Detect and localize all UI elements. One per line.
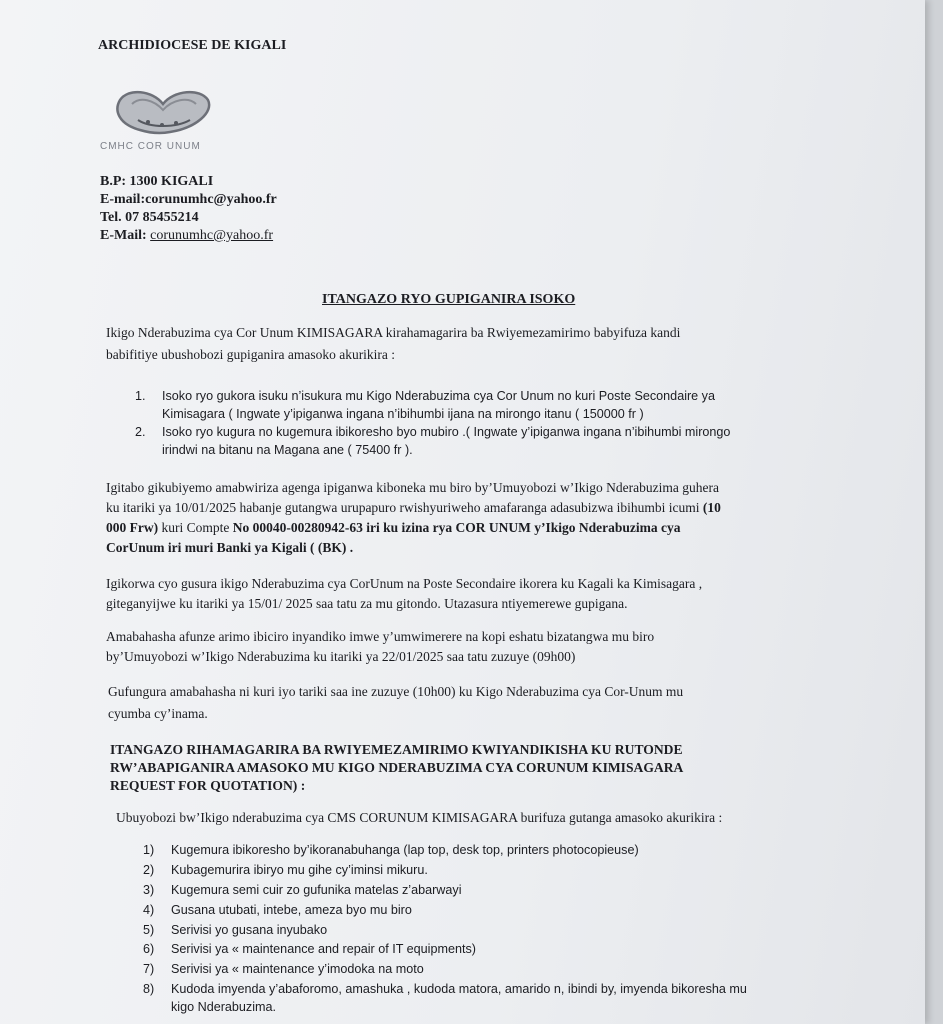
service-7-number: 7) bbox=[143, 962, 155, 976]
para4-line-1: Gufungura amabahasha ni kuri iyo tariki saa ine zuzuye (10h00) ku Kigo Nderabuzima cya Cor-Unum mu bbox=[108, 684, 684, 699]
para1-line-2-bold: (10 bbox=[702, 500, 721, 515]
para1-line-2 bbox=[106, 498, 721, 517]
section-heading-line-2: RW’ABAPIGANIRA AMASOKO MU KIGO NDERABUZIMA CYA CORUNUM KIMISAGARA bbox=[110, 760, 684, 775]
para1-line-2-text: ku itariki ya 10/01/2025 habanje gutangwa urupapuro rwishyuriweho amafaranga adasubizwa ibihumbi icumi bbox=[106, 500, 703, 515]
para1-amount: 000 Frw) bbox=[106, 520, 159, 535]
service-8-continuation: kigo Nderabuzima. bbox=[171, 1000, 276, 1014]
service-1-number: 1) bbox=[143, 843, 155, 857]
intro-line-1: Ikigo Nderabuzima cya Cor Unum KIMISAGARA kirahamagarira ba Rwiyemezamirimo babyifuza kandi bbox=[106, 325, 681, 340]
para3-line-2: by’Umuyobozi w’Ikigo Nderabuzima ku itariki ya 22/01/2025 saa tatu zuzuye (09h00) bbox=[106, 649, 576, 664]
service-4-text: Gusana utubati, intebe, ameza byo mu biro bbox=[171, 903, 412, 917]
email-line-1: E-mail:corunumhc@yahoo.fr bbox=[100, 192, 277, 207]
service-3-text: Kugemura semi cuir zo gufunika matelas z’abarwayi bbox=[171, 883, 462, 897]
service-5-number: 5) bbox=[143, 923, 155, 937]
service-8-text: Kudoda imyenda y’abaforomo, amashuka , kudoda matora, amarido n, ibindi by, imyenda bikoresha mu bbox=[171, 982, 747, 996]
tender-item-1-number: 1. bbox=[135, 389, 146, 403]
tender-item-1-line-2: Kimisagara ( Ingwate y’ipiganwa ingana n’ibihumbi ijana na mirongo itanu ( 150000 fr ) bbox=[162, 407, 644, 421]
service-4-number: 4) bbox=[143, 903, 155, 917]
service-2-text: Kubagemurira ibiryo mu gihe cy’iminsi mikuru. bbox=[171, 863, 428, 877]
service-1-text: Kugemura ibikoresho by’ikoranabuhanga (lap top, desk top, printers photocopieuse) bbox=[171, 843, 639, 857]
logo-seal-icon bbox=[110, 86, 216, 136]
service-5-text: Serivisi yo gusana inyubako bbox=[171, 923, 328, 937]
service-7-text: Serivisi ya « maintenance y’imodoka na moto bbox=[171, 962, 424, 976]
section-heading-line-3: REQUEST FOR QUOTATION) : bbox=[110, 778, 306, 793]
service-6-number: 6) bbox=[143, 942, 155, 956]
stamp-text: CMHC COR UNUM bbox=[100, 141, 201, 149]
para1-account: No 00040-00280942-63 iri ku izina rya COR UNUM y’Ikigo Nderabuzima cya bbox=[232, 520, 681, 535]
service-3-number: 3) bbox=[143, 883, 155, 897]
para3-line-1: Amabahasha afunze arimo ibiciro inyandiko imwe y’umwimerere na kopi eshatu bizatangwa mu biro bbox=[106, 629, 655, 644]
po-box: B.P: 1300 KIGALI bbox=[100, 174, 214, 189]
tender-item-2-line-1: Isoko ryo kugura no kugemura ibikoresho byo mubiro .( Ingwate y’ipiganwa ingana n’ibihumbi mirongo bbox=[162, 425, 731, 439]
email-link[interactable]: corunumhc@yahoo.fr bbox=[150, 228, 274, 243]
section-heading-line-1: ITANGAZO RIHAMAGARIRA BA RWIYEMEZAMIRIMO KWIYANDIKISHA KU RUTONDE bbox=[110, 742, 683, 757]
tender-item-1-line-1: Isoko ryo gukora isuku n’isukura mu Kigo Nderabuzima cya Cor Unum no kuri Poste Secondaire ya bbox=[162, 389, 715, 403]
para2-line-1: Igikorwa cyo gusura ikigo Nderabuzima cya CorUnum na Poste Secondaire ikorera ku Kagali ka Kimisagara , bbox=[106, 576, 703, 591]
para1-line-4: CorUnum iri muri Banki ya Kigali ( (BK) . bbox=[106, 540, 354, 555]
tender-item-2-number: 2. bbox=[135, 425, 146, 439]
service-8-number: 8) bbox=[143, 982, 155, 996]
email-label: E-Mail: bbox=[100, 228, 147, 243]
org-name: ARCHIDIOCESE DE KIGALI bbox=[98, 38, 287, 53]
email-line-2 bbox=[100, 228, 273, 244]
page-title: ITANGAZO RYO GUPIGANIRA ISOKO bbox=[322, 292, 576, 307]
para1-account-prefix: kuri Compte bbox=[158, 520, 233, 535]
para2-line-2: giteganyijwe ku itariki ya 15/01/ 2025 saa tatu za mu gitondo. Utazasura ntiyemerewe gupigana. bbox=[106, 596, 628, 611]
para5: Ubuyobozi bw’Ikigo nderabuzima cya CMS CORUNUM KIMISAGARA burifuza gutanga amasoko akurikira : bbox=[116, 810, 723, 825]
para1-line-1: Igitabo gikubiyemo amabwiriza agenga ipiganwa kiboneka mu biro by’Umuyobozi w’Ikigo Nderabuzima guhera bbox=[106, 480, 719, 495]
para1-line-3 bbox=[106, 518, 680, 537]
para4-line-2: cyumba cy’inama. bbox=[108, 706, 208, 721]
tender-item-2-line-2: irindwi na bitanu na Magana ane ( 75400 fr ). bbox=[162, 443, 413, 457]
telephone: Tel. 07 85455214 bbox=[100, 210, 199, 225]
intro-line-2: babifitiye ubushobozi gupiganira amasoko akurikira : bbox=[106, 347, 396, 362]
service-2-number: 2) bbox=[143, 863, 155, 877]
service-6-text: Serivisi ya « maintenance and repair of IT equipments) bbox=[171, 942, 476, 956]
